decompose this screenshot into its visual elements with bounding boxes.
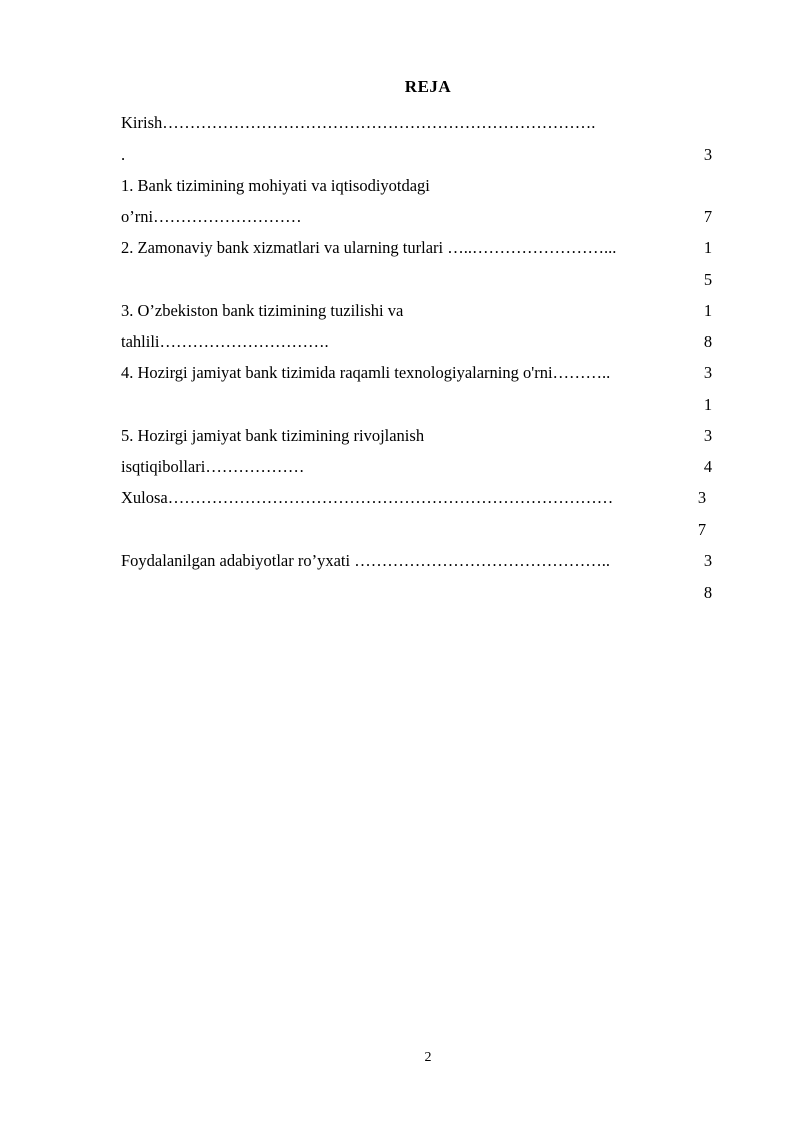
toc-entry-2-page-digit1: 1 (703, 238, 713, 257)
toc-entry-3-line1: 3. O’zbekiston bank tizimining tuzilishi va (121, 301, 404, 320)
toc-entry-conclusion-line1: Xulosa……………………………………………………………………… (121, 488, 614, 507)
toc-entry-conclusion-page-digit2: 7 (697, 520, 707, 539)
toc-entry-intro-page: 3 (703, 145, 713, 164)
toc-entry-5-line1: 5. Hozirgi jamiyat bank tizimining rivojlanish (121, 426, 425, 445)
toc-entry-references-page-digit1: 3 (703, 551, 713, 570)
toc-entry-4-page-digit1: 3 (703, 363, 713, 382)
toc-entry-intro-line1: Kirish……………………………………………………………………. (121, 113, 596, 132)
toc-entry-references-page-digit2: 8 (703, 583, 713, 602)
toc-entry-1-line1: 1. Bank tizimining mohiyati va iqtisodiyotdagi (121, 176, 430, 195)
toc-entry-5-page-digit2: 4 (703, 457, 713, 476)
toc-entry-4-page-digit2: 1 (703, 395, 713, 414)
toc-entry-5-line2: isqtiqibollari……………… (121, 457, 305, 476)
toc-entry-1-page: 7 (703, 207, 713, 226)
toc-entry-4-line1: 4. Hozirgi jamiyat bank tizimida raqamli texnologiyalarning o'rni……….. (121, 363, 611, 382)
toc-entry-2-line1: 2. Zamonaviy bank xizmatlari va ularning turlari …..……………………... (121, 238, 617, 257)
toc-entry-5-page-digit1: 3 (703, 426, 713, 445)
toc-entry-3-line2: tahlili…………………………. (121, 332, 329, 351)
toc-entry-intro-line2: . (121, 145, 126, 164)
toc-entry-conclusion-page-digit1: 3 (697, 488, 707, 507)
footer-page-number: 2 (424, 1050, 432, 1065)
toc-entry-references-line1: Foydalanilgan adabiyotlar ro’yxati ……………………………………….. (121, 551, 610, 570)
toc-entry-2-page-digit2: 5 (703, 270, 713, 289)
page-title: REJA (404, 77, 452, 96)
toc-entry-1-line2: o’rni……………………… (121, 207, 302, 226)
toc-entry-3-page-digit2: 8 (703, 332, 713, 351)
toc-entry-3-page-digit1: 1 (703, 301, 713, 320)
